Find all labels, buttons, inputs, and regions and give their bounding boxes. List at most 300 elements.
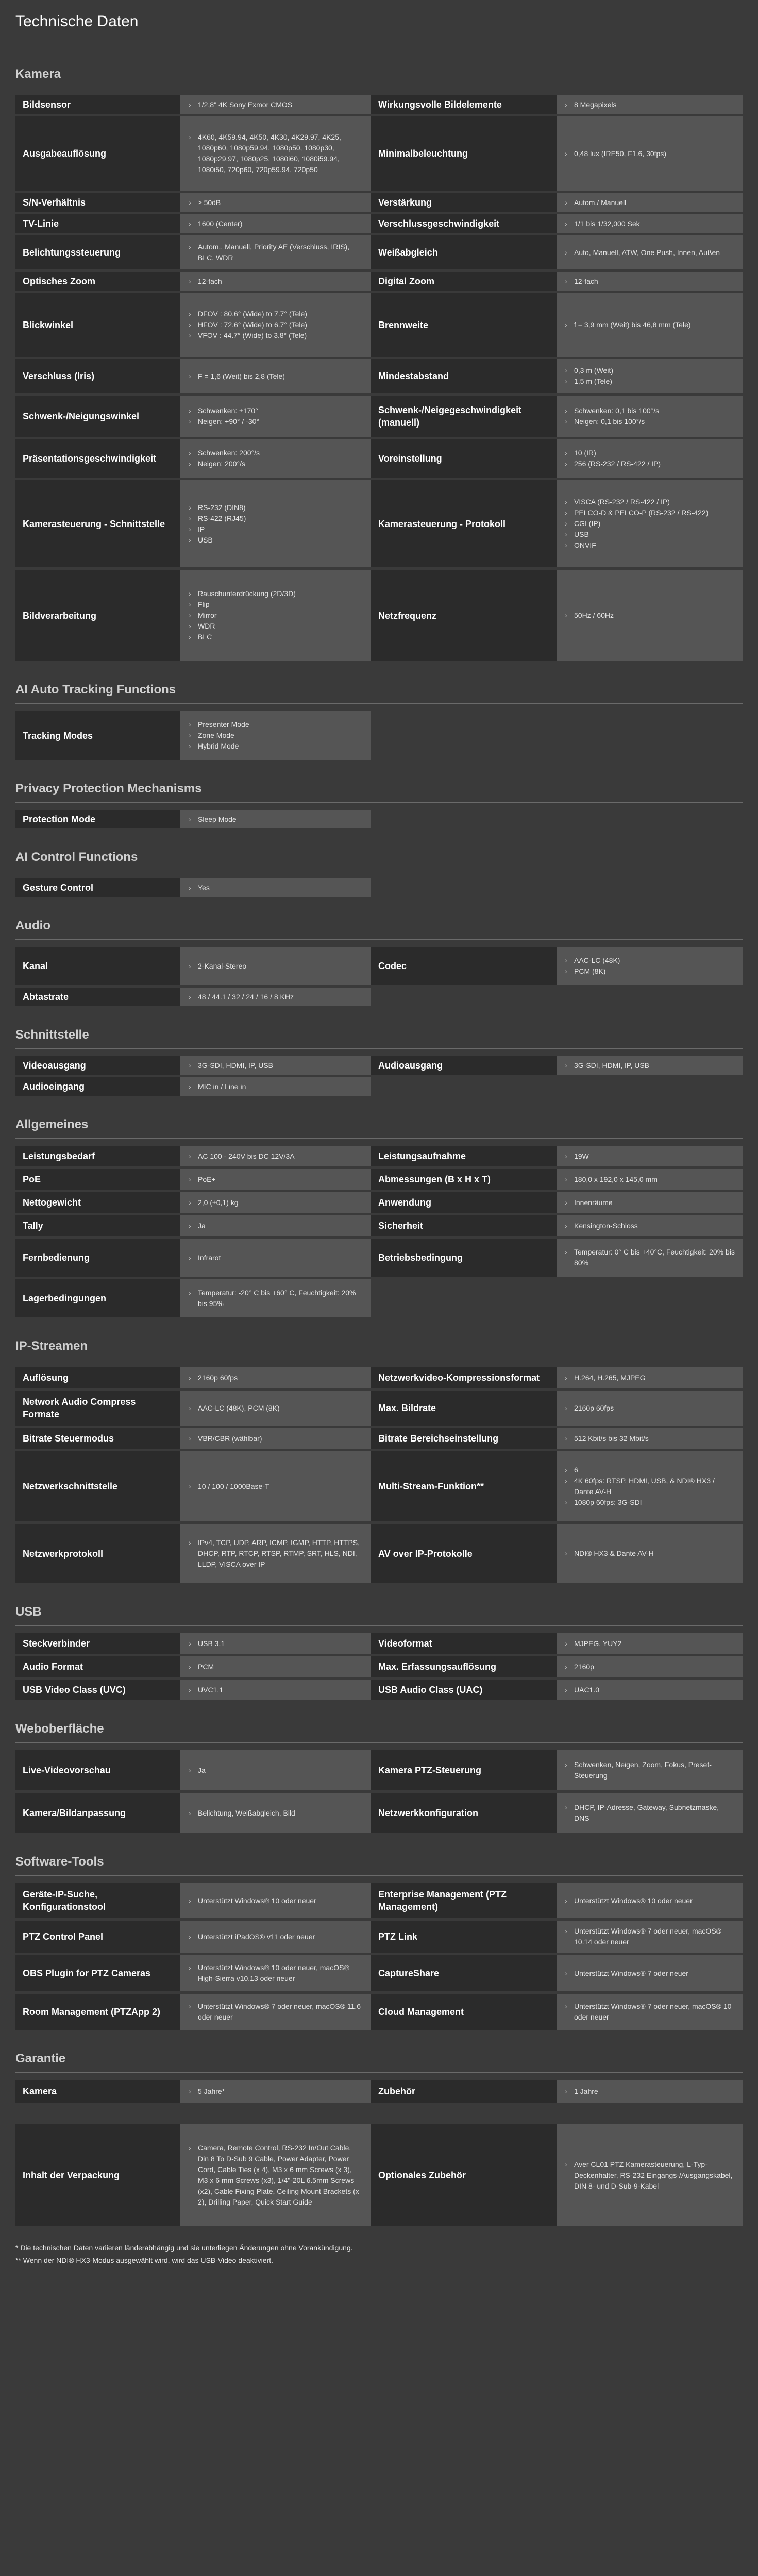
spec-label-tv-linie: TV-Linie [15, 214, 180, 233]
spec-value [557, 2080, 743, 2103]
spec-value [557, 95, 743, 114]
spec-label-videoausgang: Videoausgang [15, 1056, 180, 1075]
value-item: › VFOV : 44.7° (Wide) to 3.8° (Tele) [188, 330, 307, 341]
spec-label-live-videovorschau: Live-Videovorschau [15, 1750, 180, 1790]
value-item: › Unterstützt iPadOS® v11 oder neuer [188, 1931, 315, 1942]
spec-value [557, 1391, 743, 1426]
value-item: › Autom./ Manuell [564, 197, 626, 208]
value-item: › MIC in / Line in [188, 1081, 246, 1092]
value-list [188, 218, 242, 229]
spec-label-audioeingang: Audioeingang [15, 1077, 180, 1096]
spec-value [180, 1955, 371, 1991]
value-item: › Mirror [188, 610, 296, 621]
spec-section-schnittstelle [15, 1006, 743, 1096]
spec-value [180, 1656, 371, 1677]
spec-label-verschluss-iris: Verschluss (Iris) [15, 359, 180, 393]
spec-value [557, 116, 743, 191]
spec-label-netzwerkkonfiguration: Netzwerkkonfiguration [371, 1793, 557, 1833]
spec-section-ip-streamen [15, 1317, 743, 1583]
spec-section-privacy-protection-mechanisms [15, 760, 743, 828]
spec-value [180, 193, 371, 212]
spec-value [180, 1883, 371, 1918]
spec-label-codec: Codec [371, 947, 557, 985]
spec-value [180, 116, 371, 191]
section-title: Audio [15, 919, 50, 933]
spec-value [557, 293, 743, 357]
value-list [564, 1403, 614, 1414]
spec-label-protection-mode: Protection Mode [15, 810, 180, 828]
value-list [188, 1287, 364, 1309]
spec-label-room-management-ptzapp-2: Room Management (PTZApp 2) [15, 1994, 180, 2030]
value-list [564, 1174, 658, 1185]
value-list [564, 2001, 735, 2023]
value-item: › 1/1 bis 1/32,000 Sek [564, 218, 640, 229]
value-item: › RS-232 (DIN8) [188, 502, 246, 513]
spec-value [557, 1883, 743, 1918]
value-item: › Flip [188, 599, 296, 610]
value-item: › Unterstützt Windows® 10 oder neuer [564, 1895, 693, 1906]
value-item: › USB [188, 535, 246, 546]
value-list [564, 1685, 599, 1696]
value-item: › 4K 60fps: RTSP, HDMI, USB, & NDI® HX3 / Dante AV-H [564, 1476, 735, 1497]
value-list [188, 405, 259, 427]
spec-label-netzwerkschnittstelle: Netzwerkschnittstelle [15, 1451, 180, 1521]
value-list [188, 961, 246, 972]
value-item: › Ja [188, 1765, 206, 1776]
spec-label-bildverarbeitung: Bildverarbeitung [15, 570, 180, 661]
spec-sections [0, 45, 758, 2226]
section-divider [15, 2072, 743, 2073]
spec-label-max-bildrate: Max. Bildrate [371, 1391, 557, 1426]
spec-label-leistungsaufnahme: Leistungsaufnahme [371, 1146, 557, 1166]
value-item: › 0,3 m (Weit) [564, 365, 613, 376]
value-list [188, 1252, 221, 1263]
spec-label-ptz-link: PTZ Link [371, 1921, 557, 1953]
empty-cell [557, 810, 743, 828]
spec-value [557, 359, 743, 393]
spec-value [180, 272, 371, 291]
value-item: › VISCA (RS-232 / RS-422 / IP) [564, 497, 708, 507]
section-title: Schnittstelle [15, 1028, 89, 1042]
value-list [188, 1685, 223, 1696]
spec-value [557, 235, 743, 269]
spec-value [557, 1921, 743, 1953]
footnotes [15, 2242, 743, 2266]
value-item: › 3G-SDI, HDMI, IP, USB [564, 1060, 649, 1071]
value-item: › 2160p 60fps [188, 1372, 238, 1383]
spec-value [557, 1633, 743, 1654]
value-item: › WDR [188, 621, 296, 632]
value-list [188, 1081, 246, 1092]
spec-section-audio [15, 897, 743, 1006]
empty-cell [557, 988, 743, 1006]
spec-section-garantie [15, 2030, 743, 2103]
spec-label-gesture-control: Gesture Control [15, 878, 180, 897]
spec-label-abtastrate: Abtastrate [15, 988, 180, 1006]
value-list [564, 1895, 693, 1906]
value-item: › 50Hz / 60Hz [564, 610, 614, 621]
value-list [188, 2086, 225, 2097]
value-item: › Zone Mode [188, 730, 249, 741]
spec-value [180, 1428, 371, 1449]
spec-value [180, 2080, 371, 2103]
spec-value [180, 570, 371, 661]
page-title: Technische Daten [15, 13, 139, 30]
empty-cell [557, 1279, 743, 1317]
spec-value [180, 235, 371, 269]
empty-cell [371, 810, 557, 828]
value-item: › 2160p 60fps [564, 1403, 614, 1414]
value-item: › 180,0 x 192,0 x 145,0 mm [564, 1174, 658, 1185]
spec-value [180, 2124, 371, 2226]
section-title: AI Control Functions [15, 850, 138, 864]
spec-label-obs-plugin-for-ptz-cameras: OBS Plugin for PTZ Cameras [15, 1955, 180, 1991]
spec-value [557, 193, 743, 212]
value-item: › Camera, Remote Control, RS-232 In/Out Cable, Din 8 To D-Sub 9 Cable, Power Adapter, Power Cord, Cable Ties (x 4), M3 x 6 mm Screws (x 3), M3 x 6 mm Screws (x3), 1/4"-20L 6.5mm Screws (x2), Cable Fixing Plate, Ceiling Mount Brackets (x 2), Drilling Paper, Quick Start Guide [188, 2143, 364, 2208]
spec-label-kanal: Kanal [15, 947, 180, 985]
spec-label-zubehoer: Zubehör [371, 2080, 557, 2103]
section-title: IP-Streamen [15, 1339, 88, 1353]
spec-label-netzwerkprotokoll: Netzwerkprotokoll [15, 1524, 180, 1583]
spec-label-bitrate-steuermodus: Bitrate Steuermodus [15, 1428, 180, 1449]
value-list [188, 883, 210, 893]
value-list [188, 1481, 269, 1492]
spec-value [180, 1279, 371, 1317]
value-list [564, 1638, 621, 1649]
spec-value [557, 2124, 743, 2226]
spec-section-ai-auto-tracking-functions [15, 661, 743, 760]
value-list [188, 1962, 364, 1984]
value-item: › Schwenken: ±170° [188, 405, 259, 416]
value-list [564, 497, 708, 551]
spec-label-wirkungsvolle-bildelemente: Wirkungsvolle Bildelemente [371, 95, 557, 114]
value-list [564, 1802, 735, 1824]
empty-cell [371, 878, 557, 897]
section-title: USB [15, 1605, 42, 1619]
value-item: › 12-fach [564, 276, 598, 287]
spec-value [557, 1367, 743, 1388]
value-item: › Neigen: 0,1 bis 100°/s [564, 416, 659, 427]
spec-value [557, 439, 743, 478]
value-item: › Unterstützt Windows® 7 oder neuer, macOS® 11.6 oder neuer [188, 2001, 364, 2023]
value-item: › Hybrid Mode [188, 741, 249, 752]
spec-value [557, 1750, 743, 1790]
spec-label-optisches-zoom: Optisches Zoom [15, 272, 180, 291]
section-spacer [15, 2103, 743, 2124]
spec-value [180, 1680, 371, 1700]
value-item: › Yes [188, 883, 210, 893]
value-item: › 1/2,8" 4K Sony Exmor CMOS [188, 99, 292, 110]
value-item: › 2-Kanal-Stereo [188, 961, 246, 972]
spec-label-verstaerkung: Verstärkung [371, 193, 557, 212]
value-list [188, 132, 364, 175]
spec-value [557, 1451, 743, 1521]
value-list [188, 1433, 262, 1444]
value-item: › Infrarot [188, 1252, 221, 1263]
spec-value [180, 1056, 371, 1075]
value-item: › 5 Jahre* [188, 2086, 225, 2097]
value-item: › Neigen: +90° / -30° [188, 416, 259, 427]
spec-value [180, 1239, 371, 1277]
value-item: › 12-fach [188, 276, 222, 287]
spec-label-schwenk-neigungswinkel: Schwenk-/Neigungswinkel [15, 396, 180, 437]
value-item: › Neigen: 200°/s [188, 459, 260, 469]
spec-label-geraete-ip-suche-konfigurationstool: Geräte-IP-Suche, Konfigurationstool [15, 1883, 180, 1918]
value-list [188, 1662, 214, 1672]
spec-label-bitrate-bereichseinstellung: Bitrate Bereichseinstellung [371, 1428, 557, 1449]
spec-value [557, 272, 743, 291]
spec-value [180, 1367, 371, 1388]
value-list [564, 1372, 646, 1383]
spec-value [180, 1077, 371, 1096]
spec-label-anwendung: Anwendung [371, 1192, 557, 1213]
spec-label-max-erfassungsaufloesung: Max. Erfassungsauflösung [371, 1656, 557, 1677]
value-list [188, 242, 364, 263]
spec-value [180, 214, 371, 233]
spec-value [557, 1793, 743, 1833]
value-item: › Unterstützt Windows® 7 oder neuer, macOS® 10 oder neuer [564, 2001, 735, 2023]
value-list [188, 1931, 315, 1942]
value-item: › Schwenken: 0,1 bis 100°/s [564, 405, 659, 416]
spec-value [557, 1169, 743, 1190]
spec-label-digital-zoom: Digital Zoom [371, 272, 557, 291]
value-item: › 10 (IR) [564, 448, 661, 459]
spec-value [557, 214, 743, 233]
spec-value [180, 878, 371, 897]
footnote: ** Wenn der NDI® HX3-Modus ausgewählt wird, wird das USB-Video deaktiviert. [15, 2256, 274, 2264]
spec-value [180, 480, 371, 567]
spec-table [15, 1146, 743, 1317]
empty-cell [371, 711, 557, 760]
spec-label-enterprise-management-ptz-management: Enterprise Management (PTZ Management) [371, 1883, 557, 1918]
spec-label-inhalt-der-verpackung: Inhalt der Verpackung [15, 2124, 180, 2226]
spec-value [180, 1633, 371, 1654]
value-list [564, 218, 640, 229]
value-item: › 48 / 44.1 / 32 / 24 / 16 / 8 KHz [188, 992, 294, 1003]
value-list [188, 371, 285, 382]
spec-value [180, 1524, 371, 1583]
spec-label-betriebsbedingung: Betriebsbedingung [371, 1239, 557, 1277]
spec-label-multi-stream-funktion: Multi-Stream-Funktion** [371, 1451, 557, 1521]
value-item: › UVC1.1 [188, 1685, 223, 1696]
value-list [564, 1548, 654, 1559]
spec-label-tally: Tally [15, 1215, 180, 1236]
spec-value [180, 711, 371, 760]
spec-label-av-over-ip-protokolle: AV over IP-Protokolle [371, 1524, 557, 1583]
spec-value [180, 1921, 371, 1953]
value-item: › PCM (8K) [564, 966, 620, 977]
section-divider [15, 802, 743, 803]
value-item: › 10 / 100 / 1000Base-T [188, 1481, 269, 1492]
section-divider [15, 939, 743, 940]
spec-label-kamerasteuerung-schnittstelle: Kamerasteuerung - Schnittstelle [15, 480, 180, 567]
spec-label-kamera-ptz-steuerung: Kamera PTZ-Steuerung [371, 1750, 557, 1790]
value-item: › Sleep Mode [188, 814, 237, 825]
value-list [188, 1197, 239, 1208]
value-list [188, 1895, 316, 1906]
section-divider [15, 1742, 743, 1743]
value-item: › MJPEG, YUY2 [564, 1638, 621, 1649]
value-list [188, 1221, 206, 1231]
spec-label-schwenk-neigegeschwindigkeit-manuell: Schwenk-/Neigegeschwindigkeit (manuell) [371, 396, 557, 437]
spec-table [15, 810, 743, 828]
spec-section-usb [15, 1583, 743, 1700]
value-item: › DHCP, IP-Adresse, Gateway, Subnetzmaske, DNS [564, 1802, 735, 1824]
value-list [564, 1433, 649, 1444]
value-list [564, 1759, 735, 1781]
section-title: Garantie [15, 2052, 66, 2065]
value-list [188, 1174, 216, 1185]
value-item: › f = 3,9 mm (Weit) bis 46,8 mm (Tele) [564, 319, 691, 330]
value-list [188, 814, 237, 825]
spec-label-s-n-verhaeltnis: S/N-Verhältnis [15, 193, 180, 212]
value-item: › PCM [188, 1662, 214, 1672]
value-list [564, 319, 691, 330]
spec-label-audio-format: Audio Format [15, 1656, 180, 1677]
spec-value [180, 95, 371, 114]
value-item: › 3G-SDI, HDMI, IP, USB [188, 1060, 273, 1071]
value-list [564, 955, 620, 977]
value-item: › IPv4, TCP, UDP, ARP, ICMP, IGMP, HTTP, HTTPS, DHCP, RTP, RTCP, RTSP, RTMP, SRT, HLS, NDI, LLDP, VISCA over IP [188, 1537, 364, 1570]
value-list [188, 1537, 364, 1570]
spec-label-lagerbedingungen: Lagerbedingungen [15, 1279, 180, 1317]
value-item: › Unterstützt Windows® 10 oder neuer [188, 1895, 316, 1906]
value-item: › Temperatur: -20° C bis +60° C, Feuchtigkeit: 20% bis 95% [188, 1287, 364, 1309]
value-list [564, 1926, 735, 1947]
value-list [564, 1060, 649, 1071]
spec-label-kamerasteuerung-protokoll: Kamerasteuerung - Protokoll [371, 480, 557, 567]
spec-label-voreinstellung: Voreinstellung [371, 439, 557, 478]
value-item: › 6 [564, 1465, 735, 1476]
spec-label-ausgabeaufloesung: Ausgabeauflösung [15, 116, 180, 191]
spec-table [15, 95, 743, 661]
spec-value [557, 947, 743, 985]
value-list [188, 588, 296, 642]
value-item: › IP [188, 524, 246, 535]
spec-table [15, 2080, 743, 2103]
section-divider [15, 1048, 743, 1049]
spec-value [557, 1656, 743, 1677]
value-item: › PELCO-D & PELCO-P (RS-232 / RS-422) [564, 507, 708, 518]
value-list [564, 405, 659, 427]
spec-section-ai-control-functions [15, 828, 743, 897]
spec-label-abmessungen-b-x-h-x-t: Abmessungen (B x H x T) [371, 1169, 557, 1190]
value-item: › F = 1,6 (Weit) bis 2,8 (Tele) [188, 371, 285, 382]
value-list [188, 309, 307, 341]
value-item: › 1600 (Center) [188, 218, 242, 229]
value-item: › NDI® HX3 & Dante AV-H [564, 1548, 654, 1559]
value-list [188, 1638, 225, 1649]
value-list [188, 99, 292, 110]
spec-value [557, 1428, 743, 1449]
value-item: › Ja [188, 1221, 206, 1231]
spec-value [180, 293, 371, 357]
value-item: › AAC-LC (48K) [564, 955, 620, 966]
value-list [564, 1247, 735, 1268]
spec-label-belichtungssteuerung: Belichtungssteuerung [15, 235, 180, 269]
spec-table [15, 1633, 743, 1700]
value-item: › Schwenken: 200°/s [188, 448, 260, 459]
empty-cell [557, 878, 743, 897]
spec-value [180, 1146, 371, 1166]
value-item: › 0,48 lux (IRE50, F1.6, 30fps) [564, 148, 666, 159]
spec-label-audioausgang: Audioausgang [371, 1056, 557, 1075]
value-item: › AAC-LC (48K), PCM (8K) [188, 1403, 280, 1414]
spec-value [557, 396, 743, 437]
value-list [564, 448, 661, 469]
spec-section-kamera [15, 45, 743, 661]
spec-label-netzfrequenz: Netzfrequenz [371, 570, 557, 661]
value-list [188, 992, 294, 1003]
value-item: › VBR/CBR (wählbar) [188, 1433, 262, 1444]
value-item: › Unterstützt Windows® 10 oder neuer, macOS® High-Sierra v10.13 oder neuer [188, 1962, 364, 1984]
value-item: › Unterstützt Windows® 7 oder neuer, macOS® 10.14 oder neuer [564, 1926, 735, 1947]
spec-table [15, 947, 743, 1006]
value-item: › Autom., Manuell, Priority AE (Verschluss, IRIS), BLC, WDR [188, 242, 364, 263]
section-divider [15, 1875, 743, 1876]
spec-label-ptz-control-panel: PTZ Control Panel [15, 1921, 180, 1953]
spec-section-verpackung [15, 2103, 743, 2226]
value-list [188, 2143, 364, 2208]
spec-label-blickwinkel: Blickwinkel [15, 293, 180, 357]
value-list [564, 2086, 598, 2097]
value-item: › Unterstützt Windows® 7 oder neuer [564, 1968, 688, 1979]
spec-value [557, 1056, 743, 1075]
value-item: › 256 (RS-232 / RS-422 / IP) [564, 459, 661, 469]
spec-value [180, 1215, 371, 1236]
spec-value [180, 396, 371, 437]
spec-value [557, 570, 743, 661]
spec-value [180, 1451, 371, 1521]
value-list [564, 276, 598, 287]
spec-value [180, 359, 371, 393]
spec-value [180, 1793, 371, 1833]
spec-value [557, 1239, 743, 1277]
value-item: › Aver CL01 PTZ Kamerasteuerung, L-Typ-Deckenhalter, RS-232 Eingangs-/Ausgangskabel, DIN 8- und D-Sub-9-Kabel [564, 2159, 735, 2192]
value-list [188, 1372, 238, 1383]
spec-label-sicherheit: Sicherheit [371, 1215, 557, 1236]
value-item: › USB [564, 529, 708, 540]
spec-table [15, 1056, 743, 1096]
value-item: › USB 3.1 [188, 1638, 225, 1649]
value-list [564, 1968, 688, 1979]
value-list [188, 502, 246, 546]
value-item: › 2,0 (±0,1) kg [188, 1197, 239, 1208]
spec-label-verschlussgeschwindigkeit: Verschlussgeschwindigkeit [371, 214, 557, 233]
value-item: › RS-422 (RJ45) [188, 513, 246, 524]
section-title: Privacy Protection Mechanisms [15, 782, 202, 795]
section-divider [15, 703, 743, 704]
value-list [564, 1662, 594, 1672]
spec-value [180, 1192, 371, 1213]
spec-label-kamera-bildanpassung: Kamera/Bildanpassung [15, 1793, 180, 1833]
spec-label-captureshare: CaptureShare [371, 1955, 557, 1991]
spec-label-nettogewicht: Nettogewicht [15, 1192, 180, 1213]
value-list [188, 1060, 273, 1071]
value-list [188, 1765, 206, 1776]
value-list [564, 148, 666, 159]
value-list [564, 610, 614, 621]
section-divider [15, 1138, 743, 1139]
spec-value [557, 1680, 743, 1700]
value-item: › CGI (IP) [564, 518, 708, 529]
value-item: › Schwenken, Neigen, Zoom, Fokus, Preset-Steuerung [564, 1759, 735, 1781]
spec-table [15, 878, 743, 897]
spec-label-videoformat: Videoformat [371, 1633, 557, 1654]
value-list [188, 276, 222, 287]
spec-label-leistungsbedarf: Leistungsbedarf [15, 1146, 180, 1166]
spec-value [180, 947, 371, 985]
